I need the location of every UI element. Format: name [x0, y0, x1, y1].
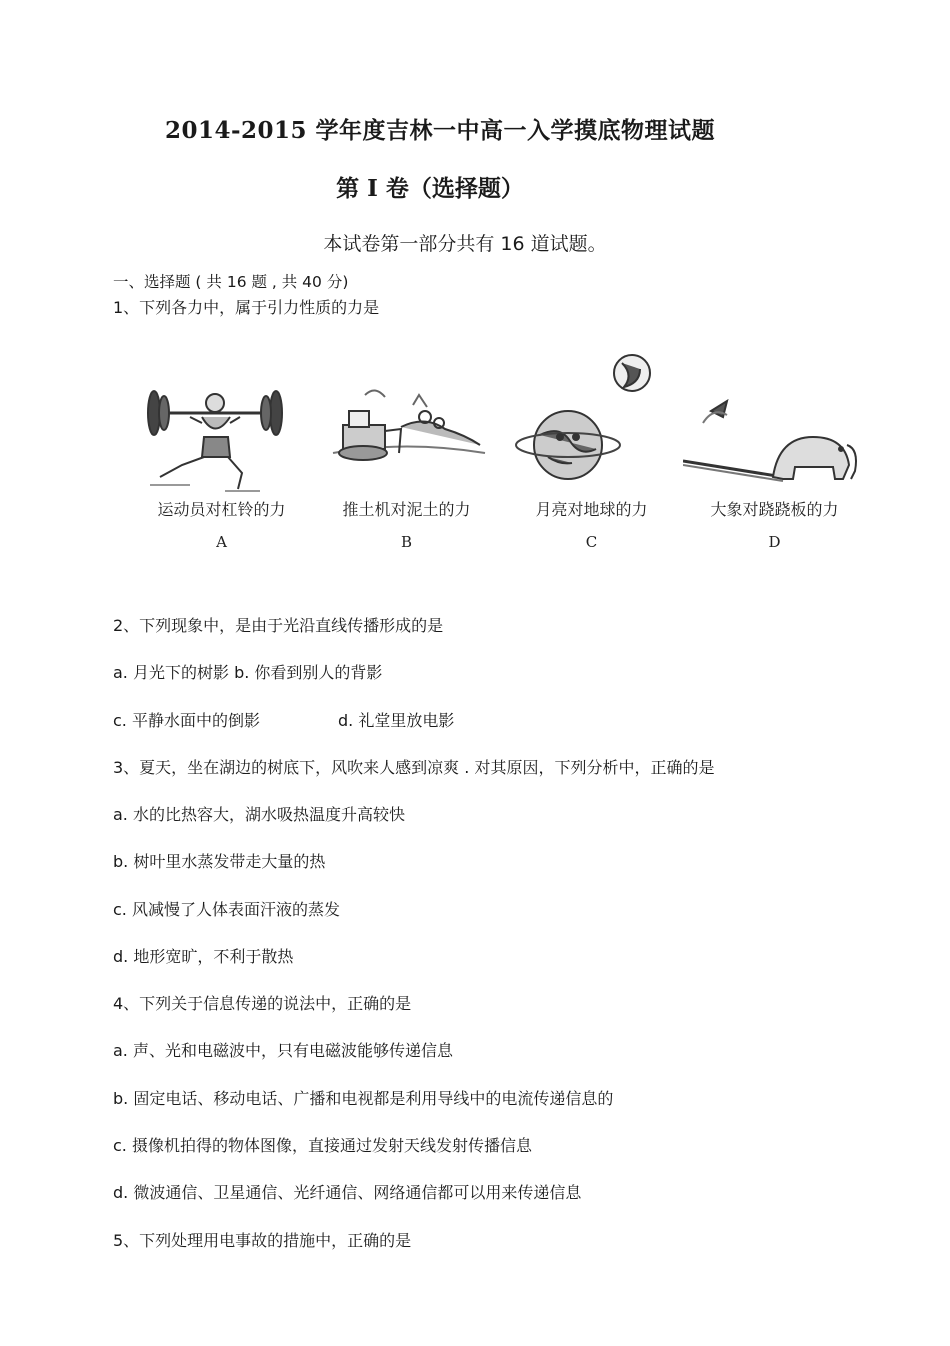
page-title: 2014-2015 学年度吉林一中高一入学摸底物理试题 [164, 117, 716, 144]
question-4-option-c: c. 摄像机拍得的物体图像，直接通过发射天线发射传播信息 [113, 1136, 532, 1155]
option-d-caption: 大象对跷跷板的力 [710, 500, 839, 519]
question-2-option-c: c. 平静水面中的倒影 [113, 711, 260, 730]
question-4-option-a: a. 声、光和电磁波中，只有电磁波能够传递信息 [113, 1041, 453, 1060]
option-a-panel [130, 345, 313, 570]
weightlifter-icon [130, 345, 313, 495]
option-b-label: B [400, 533, 413, 551]
question-4-option-b: b. 固定电话、移动电话、广播和电视都是利用导线中的电流传递信息的 [113, 1089, 614, 1108]
section-heading: 一、选择题 ( 共 16 题 , 共 40 分) [113, 273, 349, 291]
question-4-option-d: d. 微波通信、卫星通信、光纤通信、网络通信都可以用来传递信息 [113, 1183, 582, 1202]
question-3-option-c: c. 风减慢了人体表面汗液的蒸发 [113, 900, 340, 919]
bulldozer-icon [315, 345, 498, 495]
question-3-option-a: a. 水的比热容大，湖水吸热温度升高较快 [113, 805, 405, 824]
option-c-label: C [585, 533, 598, 551]
intro-text: 本试卷第一部分共有 16 道试题。 [323, 233, 607, 255]
question-2-option-d: d. 礼堂里放电影 [338, 711, 455, 730]
question-2-stem: 2、下列现象中，是由于光沿直线传播形成的是 [113, 616, 444, 635]
question-4-stem: 4、下列关于信息传递的说法中，正确的是 [113, 994, 412, 1013]
question-5-stem: 5、下列处理用电事故的措施中，正确的是 [113, 1231, 412, 1250]
elephant-seesaw-icon [683, 345, 866, 495]
option-a-label: A [216, 533, 227, 551]
option-a-caption: 运动员对杠铃的力 [157, 500, 286, 519]
option-d-label: D [768, 533, 781, 551]
question-3-stem: 3、夏天，坐在湖边的树底下，风吹来人感到凉爽 . 对其原因，下列分析中，正确的是 [113, 758, 715, 777]
moon-earth-icon [500, 345, 683, 495]
question-1-stem: 1、下列各力中，属于引力性质的力是 [113, 298, 380, 317]
option-b-caption: 推土机对泥土的力 [342, 500, 471, 519]
section-title: 第 I 卷（选择题） [336, 175, 524, 202]
option-d-panel [683, 345, 866, 570]
option-b-panel [315, 345, 498, 570]
question-2-options-ab: a. 月光下的树影 b. 你看到别人的背影 [113, 663, 383, 682]
question-1-figure [130, 345, 865, 570]
question-3-option-d: d. 地形宽旷，不利于散热 [113, 947, 294, 966]
option-c-caption: 月亮对地球的力 [535, 500, 648, 519]
question-3-option-b: b. 树叶里水蒸发带走大量的热 [113, 852, 326, 871]
option-c-panel [500, 345, 683, 570]
